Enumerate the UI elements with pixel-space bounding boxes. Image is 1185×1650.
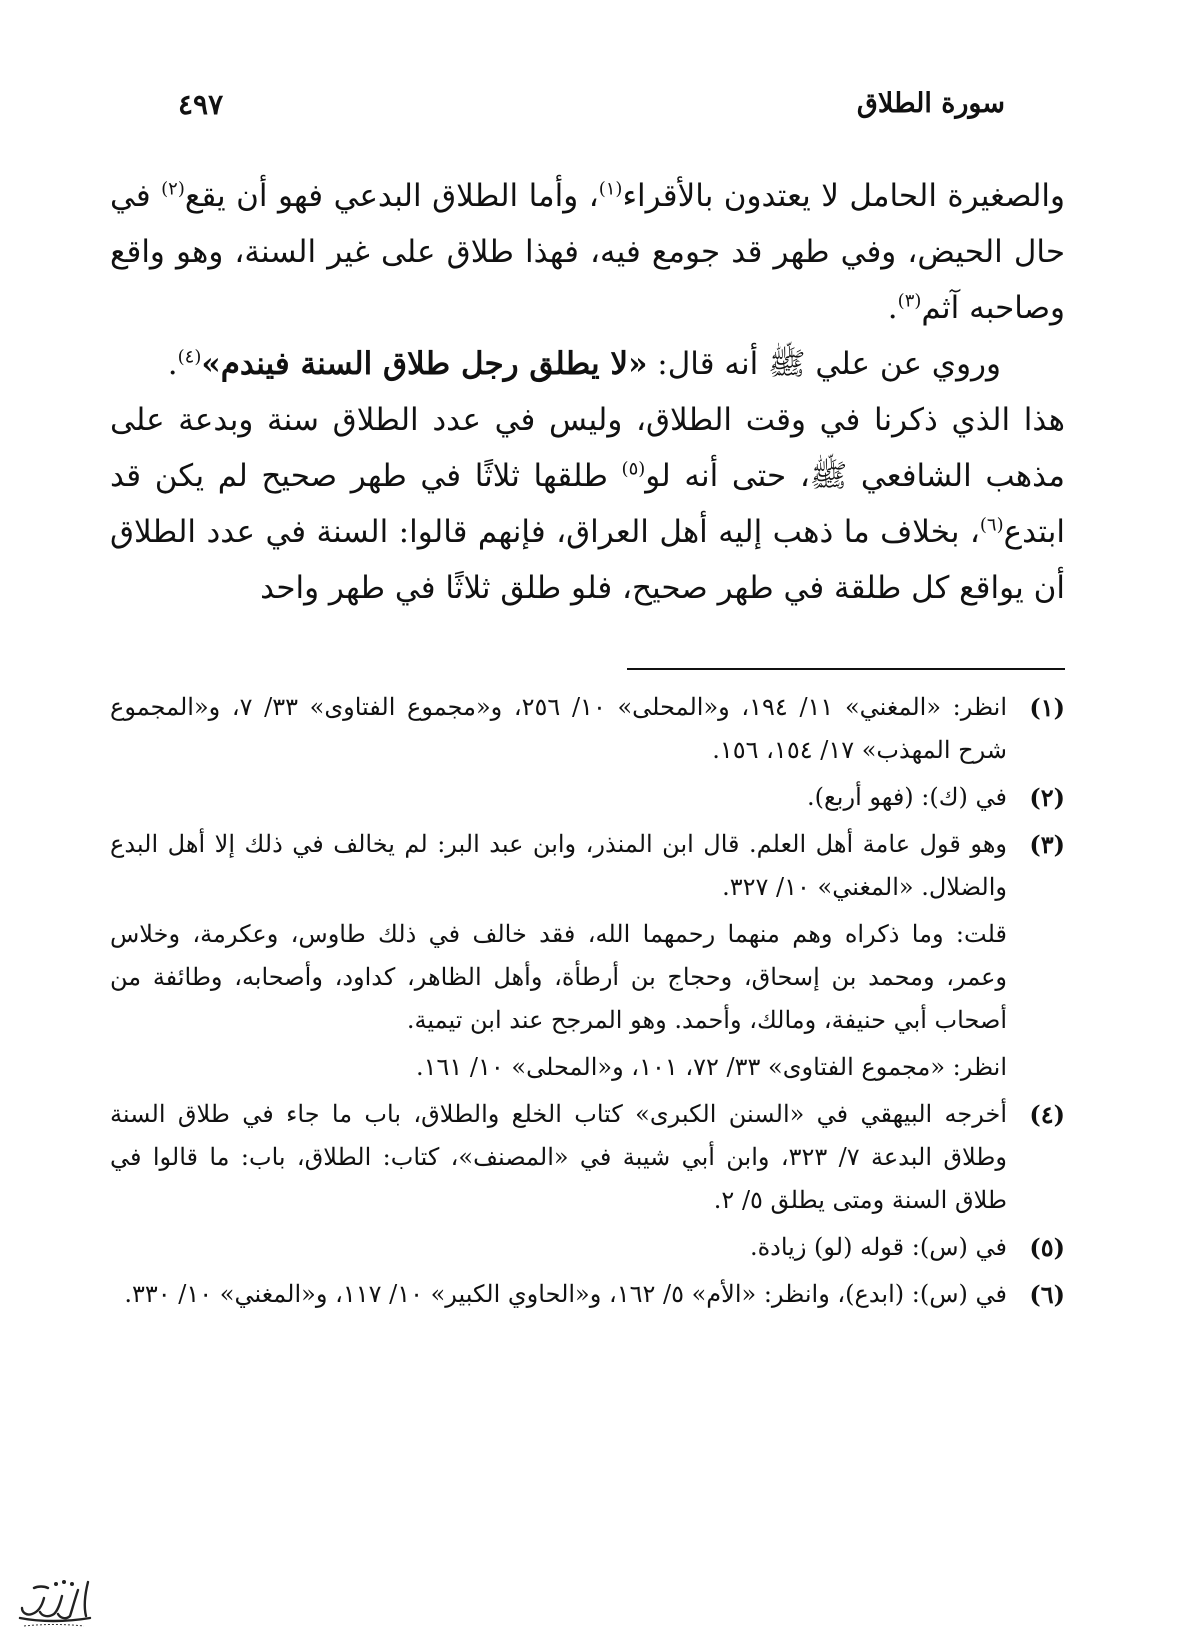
footnote-text: انظر: «المغني» ١١/ ١٩٤، و«المحلى» ١٠/ ٢٥٦، و«مجموع الفتاوى» ٣٣/ ٧، و«المجموع شرح المهذب» ١٧/ ١٥٤، ١٥٦.	[110, 693, 1008, 764]
running-title: سورة الطلاق	[856, 88, 1005, 119]
footnote-ref-3: (٣)	[897, 290, 922, 312]
footnote-text: أخرجه البيهقي في «السنن الكبرى» كتاب الخلع والطلاق، باب ما جاء في طلاق السنة وطلاق البدعة ٧/ ٣٢٣، وابن أبي شيبة في «المصنف»، كتاب: الطلاق، باب: ما قالوا في طلاق السنة ومتى يطلق ٥/ ٢.	[110, 1100, 1007, 1214]
footnote-body	[110, 1273, 1007, 1316]
text-run: .	[167, 346, 178, 382]
footnote-ref-2: (٢)	[161, 178, 185, 200]
text-run: وروي عن علي ﷺ أنه قال:	[647, 346, 1001, 382]
footnote-number: (٦)	[1029, 1280, 1065, 1309]
footnote-ref-4: (٤)	[177, 346, 202, 368]
footnote-text: في (ك): (فهو أربع).	[807, 783, 1007, 811]
footnote	[110, 686, 1065, 772]
footnote	[110, 1273, 1065, 1316]
text-run: ، وأما الطلاق البدعي فهو أن يقع	[184, 178, 599, 214]
footnote	[110, 823, 1065, 1089]
page-header	[178, 88, 1005, 128]
footnote-ref-5: (٥)	[621, 458, 646, 480]
text-run: ، بخلاف ما ذهب إليه أهل العراق، فإنهم قالوا: السنة في عدد الطلاق أن يواقع كل طلقة في طهر صحيح، فلو طلق ثلاثًا في طهر واحد	[110, 514, 1065, 606]
page-number: ٤٩٧	[178, 88, 224, 121]
footnote-text: انظر: «مجموع الفتاوى» ٣٣/ ٧٢، ١٠١، و«المحلى» ١٠/ ١٦١.	[415, 1053, 1007, 1081]
footnote-number: (٥)	[1029, 1233, 1065, 1262]
footnote	[110, 1093, 1065, 1222]
footnote-body	[110, 776, 1007, 819]
footnote	[110, 776, 1065, 819]
footnote-body	[110, 1093, 1007, 1222]
footnote-text: في (س): (ابدع)، وانظر: «الأم» ٥/ ١٦٢، و«الحاوي الكبير» ١٠/ ١١٧، و«المغني» ١٠/ ٣٣٠.	[124, 1280, 1007, 1308]
footnote-text: وهو قول عامة أهل العلم. قال ابن المنذر، وابن عبد البر: لم يخالف في ذلك إلا أهل البدع والضلال. «المغني» ١٠/ ٣٢٧.	[110, 830, 1007, 901]
footnote-ref-1: (١)	[598, 178, 623, 200]
text-run: والصغيرة الحامل لا يعتدون بالأقراء	[622, 178, 1065, 214]
footnote-number: (١)	[1029, 693, 1065, 722]
footnote-text: قلت: وما ذكراه وهم منهما رحمهما الله، فقد خالف في ذلك طاوس، وعكرمة، وخلاس وعمر، ومحمد بن إسحاق، وحجاج بن أرطأة، وأهل الظاهر، كداود، وأصحابه، وطائفة من أصحاب أبي حنيفة، ومالك، وأحمد. وهو المرجح عند ابن تيمية.	[110, 920, 1007, 1034]
footnote-body	[110, 823, 1007, 1089]
calligraphy-logo-icon	[14, 1568, 94, 1630]
main-text	[110, 168, 1065, 616]
footnote-body	[110, 1226, 1007, 1269]
footnote-text: في (س): قوله (لو) زيادة.	[749, 1233, 1007, 1261]
paragraph-3	[110, 392, 1065, 616]
footnote-number: (٢)	[1029, 783, 1065, 812]
text-run: في حال الحيض، وفي طهر قد جومع فيه، فهذا طلاق على غير السنة، وهو واقع وصاحبه آثم	[110, 178, 1065, 326]
footnote	[110, 1226, 1065, 1269]
paragraph-1	[110, 168, 1065, 336]
text-run: طلقها ثلاثًا في طهر صحيح لم يكن قد ابتدع	[110, 458, 1065, 550]
footnotes	[110, 686, 1065, 1320]
footnote-number: (٣)	[1029, 830, 1065, 859]
paragraph-2	[110, 336, 1065, 392]
footnote-divider	[627, 668, 1065, 670]
footnote-body	[110, 686, 1007, 772]
hadith-quote: «لا يطلق رجل طلاق السنة فيندم»	[201, 346, 648, 382]
footnote-ref-6: (٦)	[979, 514, 1004, 536]
text-run: هذا الذي ذكرنا في وقت الطلاق، وليس في عدد الطلاق سنة وبدعة على مذهب الشافعي ﷺ، حتى أنه لو	[110, 402, 1065, 494]
footnote-number: (٤)	[1029, 1100, 1065, 1129]
text-run: .	[887, 290, 898, 326]
